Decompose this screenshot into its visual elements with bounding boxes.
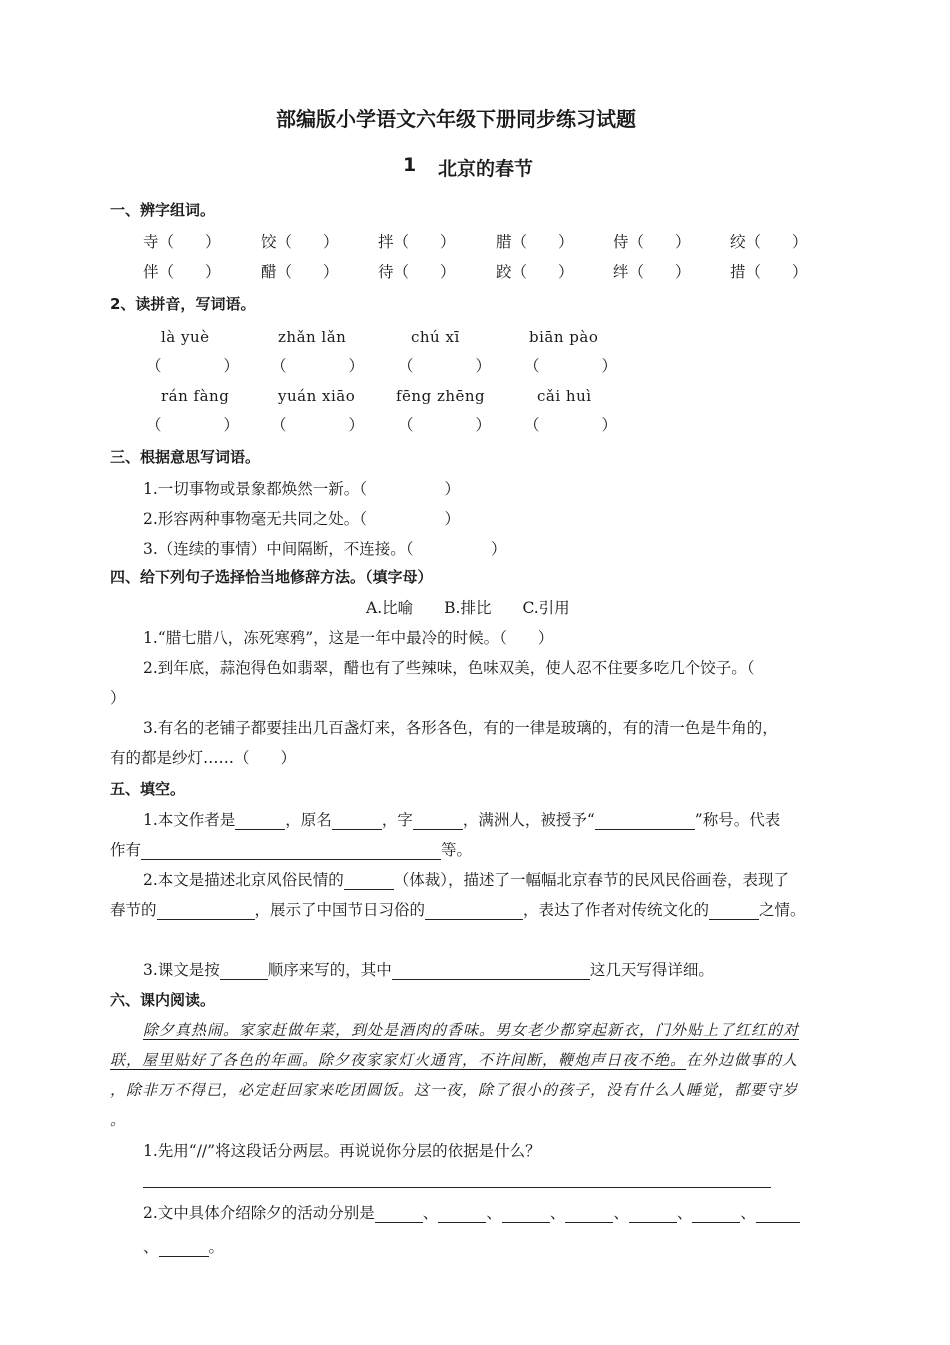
question-item: 3.有名的老铺子都要挂出几百盏灯来，各形各色，有的一律是玻璃的，有的清一色是牛角的， [143, 719, 778, 737]
section-5-heading: 五、填空。 [110, 780, 186, 798]
definition-item: 2.形容两种事物毫无共同之处。（ ） [143, 510, 461, 528]
answer-bracket: （ ） [271, 357, 365, 375]
fill-blank-q1-continued: 作有 等。 [110, 841, 473, 859]
answer-blank[interactable] [629, 1206, 677, 1223]
fill-blank-q2-continued: 春节的 ，展示了中国节日习俗的 ，表达了作者对传统文化的 之情。 [110, 901, 806, 919]
section-3-heading: 三、根据意思写词语。 [110, 448, 261, 466]
pinyin-label: chú xī [411, 328, 460, 346]
word-pair-cell: 措（ ） [730, 263, 808, 281]
answer-blank[interactable] [375, 1206, 423, 1223]
question-item-continued: 有的都是纱灯……（ ） [110, 749, 297, 767]
word-pair-cell: 饺（ ） [261, 233, 339, 251]
answer-bracket: （ ） [398, 416, 492, 434]
answer-blank[interactable] [692, 1206, 740, 1223]
answer-line[interactable] [143, 1187, 771, 1188]
fill-blank-q2: 2.本文是描述北京风俗民情的 （体裁），描述了一幅幅北京春节的民风民俗画卷，表现了 [143, 871, 790, 889]
pinyin-label: fēng zhēng [396, 387, 486, 405]
reading-question-2: 2.文中具体介绍除夕的活动分别是 、 、 、 、 、 、 [143, 1201, 800, 1223]
pinyin-label: biān pào [529, 328, 599, 346]
answer-blank[interactable] [157, 903, 255, 920]
reading-passage-line: 联，屋里贴好了各色的年画。除夕夜家家灯火通宵，不许间断，鞭炮声日夜不绝。在外边做事的人 [110, 1051, 799, 1069]
answer-blank[interactable] [565, 1206, 613, 1223]
question-item: 1.“腊七腊八，冻死寒鸦”，这是一年中最冷的时候。（ ） [143, 629, 554, 647]
answer-bracket: （ ） [524, 416, 618, 434]
answer-blank[interactable] [235, 813, 285, 830]
fill-blank-q3: 3.课文是按 顺序来写的，其中 这几天写得详细。 [143, 961, 714, 979]
word-pair-cell: 绞（ ） [730, 233, 808, 251]
pinyin-label: cǎi huì [537, 387, 592, 405]
definition-item: 3.（连续的事情）中间隔断，不连接。（ ） [143, 540, 507, 558]
answer-blank[interactable] [332, 813, 382, 830]
reading-passage-line: ，除非万不得已，必定赶回家来吃团圆饭。这一夜，除了很小的孩子，没有什么人睡觉，都要守岁 [110, 1081, 799, 1099]
word-pair-cell: 绊（ ） [613, 263, 691, 281]
answer-blank[interactable] [502, 1206, 550, 1223]
answer-bracket: （ ） [146, 357, 240, 375]
word-pair-cell: 待（ ） [378, 263, 456, 281]
question-item: 2.到年底，蒜泡得色如翡翠，醋也有了些辣味，色味双美，使人忍不住要多吃几个饺子。（ [143, 659, 755, 677]
answer-bracket: （ ） [271, 416, 365, 434]
pinyin-label: là yuè [161, 328, 210, 346]
fill-blank-q1: 1.本文作者是 ，原名 ，字 ，满洲人，被授予“ ”称号。代表 [143, 811, 781, 829]
word-pair-cell: 寺（ ） [143, 233, 221, 251]
answer-blank[interactable] [141, 843, 441, 860]
word-pair-cell: 拌（ ） [378, 233, 456, 251]
answer-bracket: （ ） [398, 357, 492, 375]
answer-bracket: （ ） [146, 416, 240, 434]
word-pair-cell: 醋（ ） [261, 263, 339, 281]
section-2-heading: 2、读拼音，写词语。 [110, 295, 256, 313]
answer-blank[interactable] [344, 873, 394, 890]
answer-blank[interactable] [392, 963, 590, 980]
word-pair-cell: 跤（ ） [496, 263, 574, 281]
answer-blank[interactable] [425, 903, 523, 920]
section-1-heading: 一、辨字组词。 [110, 201, 216, 219]
section-6-heading: 六、课内阅读。 [110, 991, 216, 1009]
pinyin-label: zhǎn lǎn [278, 328, 347, 346]
lesson-title: 北京的春节 [438, 158, 534, 180]
reading-passage-line: 除夕真热闹。家家赶做年菜，到处是酒肉的香味。男女老少都穿起新衣，门外贴上了红红的对 [143, 1021, 800, 1039]
question-item-continued: ） [110, 689, 126, 707]
lesson-number: 1 [403, 154, 417, 176]
reading-passage-line: 。 [110, 1111, 127, 1129]
reading-question-1: 1.先用“//”将这段话分两层。再说说你分层的依据是什么？ [143, 1142, 541, 1160]
definition-item: 1.一切事物或景象都焕然一新。（ ） [143, 480, 461, 498]
answer-blank[interactable] [159, 1240, 209, 1257]
answer-blank[interactable] [709, 903, 759, 920]
reading-question-2-continued: 、 。 [143, 1238, 225, 1256]
word-pair-cell: 伴（ ） [143, 263, 221, 281]
answer-bracket: （ ） [524, 357, 618, 375]
page-title: 部编版小学语文六年级下册同步练习试题 [276, 107, 636, 131]
answer-blank[interactable] [756, 1206, 800, 1223]
answer-blank[interactable] [220, 963, 268, 980]
answer-blank[interactable] [595, 813, 695, 830]
rhetoric-options: A.比喻 B.排比 C.引用 [366, 599, 570, 617]
pinyin-label: yuán xiāo [278, 387, 356, 405]
pinyin-label: rán fàng [161, 387, 230, 405]
word-pair-cell: 侍（ ） [613, 233, 691, 251]
section-4-heading: 四、给下列句子选择恰当地修辞方法。（填字母） [110, 568, 433, 586]
answer-blank[interactable] [413, 813, 463, 830]
answer-blank[interactable] [438, 1206, 486, 1223]
word-pair-cell: 腊（ ） [496, 233, 574, 251]
